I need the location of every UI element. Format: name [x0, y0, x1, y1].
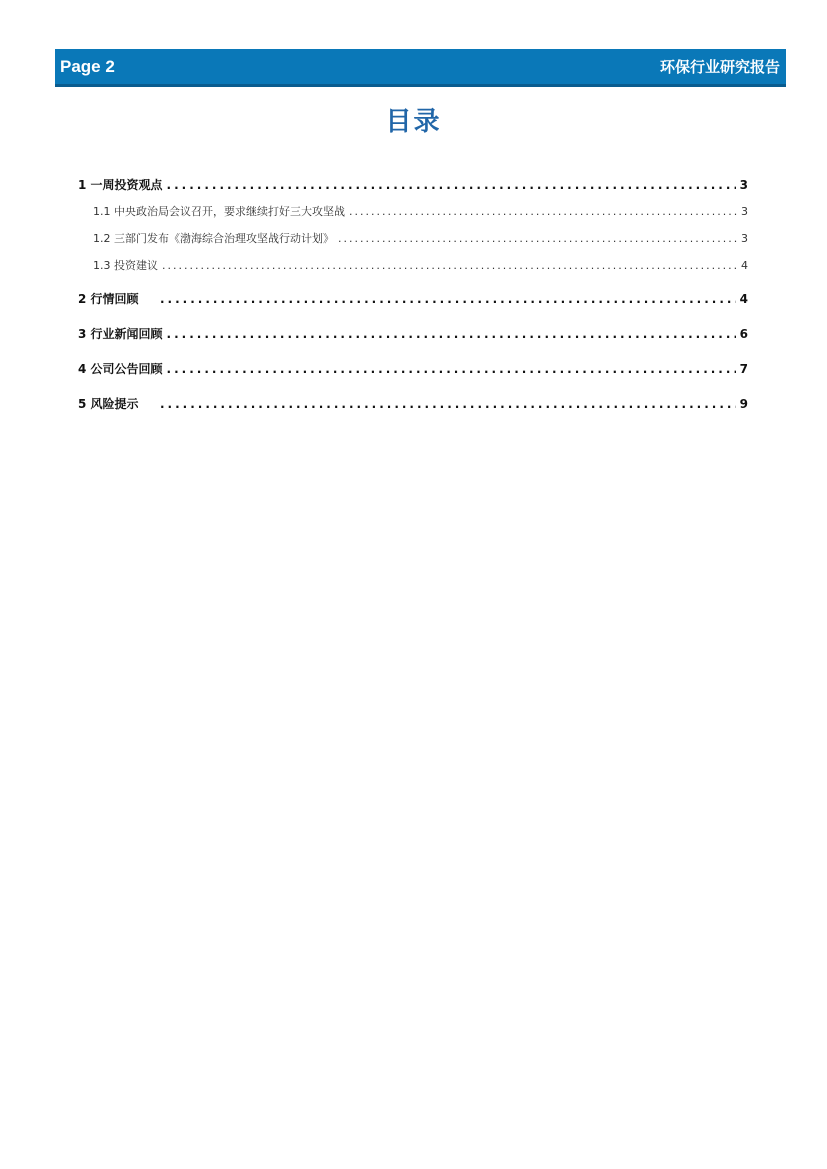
toc-entry-label: 1 一周投资观点 [78, 178, 163, 192]
toc-dot-leader [162, 259, 737, 272]
toc-dot-leader [349, 205, 737, 218]
toc-dot-leader [338, 232, 737, 245]
toc-dot-leader [160, 292, 736, 306]
toc-entry-page: 4 [741, 259, 748, 272]
toc-entry-label: 1.1 中央政治局会议召开，要求继续打好三大攻坚战 [93, 205, 345, 218]
toc-entry-page: 3 [741, 232, 748, 245]
toc-entry-page: 3 [741, 205, 748, 218]
toc-entry-label: 1.2 三部门发布《渤海综合治理攻坚战行动计划》 [93, 232, 334, 245]
toc-entry-page: 4 [739, 292, 748, 306]
page-number-label: Page 2 [60, 57, 115, 76]
toc-entry-label: 4 公司公告回顾 [78, 362, 163, 376]
toc-entry-page: 3 [739, 178, 748, 192]
toc-entry-3[interactable] [78, 325, 748, 342]
toc-entry-label: 3 行业新闻回顾 [78, 327, 163, 341]
page-header [55, 49, 786, 87]
toc-entry-page: 7 [739, 362, 748, 376]
toc-dot-leader [160, 397, 736, 411]
toc-entry-2[interactable] [78, 290, 748, 307]
toc-entry-label: 2 行情回顾 [78, 292, 139, 306]
toc-entry-page: 6 [739, 327, 748, 341]
toc-entry-4[interactable] [78, 360, 748, 377]
toc-entry-page: 9 [739, 397, 748, 411]
toc-dot-leader [167, 178, 736, 192]
toc-entry-1-1[interactable] [78, 203, 748, 219]
toc-entry-1-2[interactable] [78, 230, 748, 246]
report-title: 环保行业研究报告 [659, 58, 780, 76]
toc-dot-leader [167, 327, 736, 341]
toc-entry-label: 5 风险提示 [78, 397, 139, 411]
toc-entry-label: 1.3 投资建议 [93, 259, 158, 272]
toc-entry-1-3[interactable] [78, 257, 748, 273]
toc-dot-leader [167, 362, 736, 376]
toc-heading: 目录 [385, 107, 442, 137]
toc-entry-1[interactable] [78, 176, 748, 193]
toc-entry-5[interactable] [78, 395, 748, 412]
